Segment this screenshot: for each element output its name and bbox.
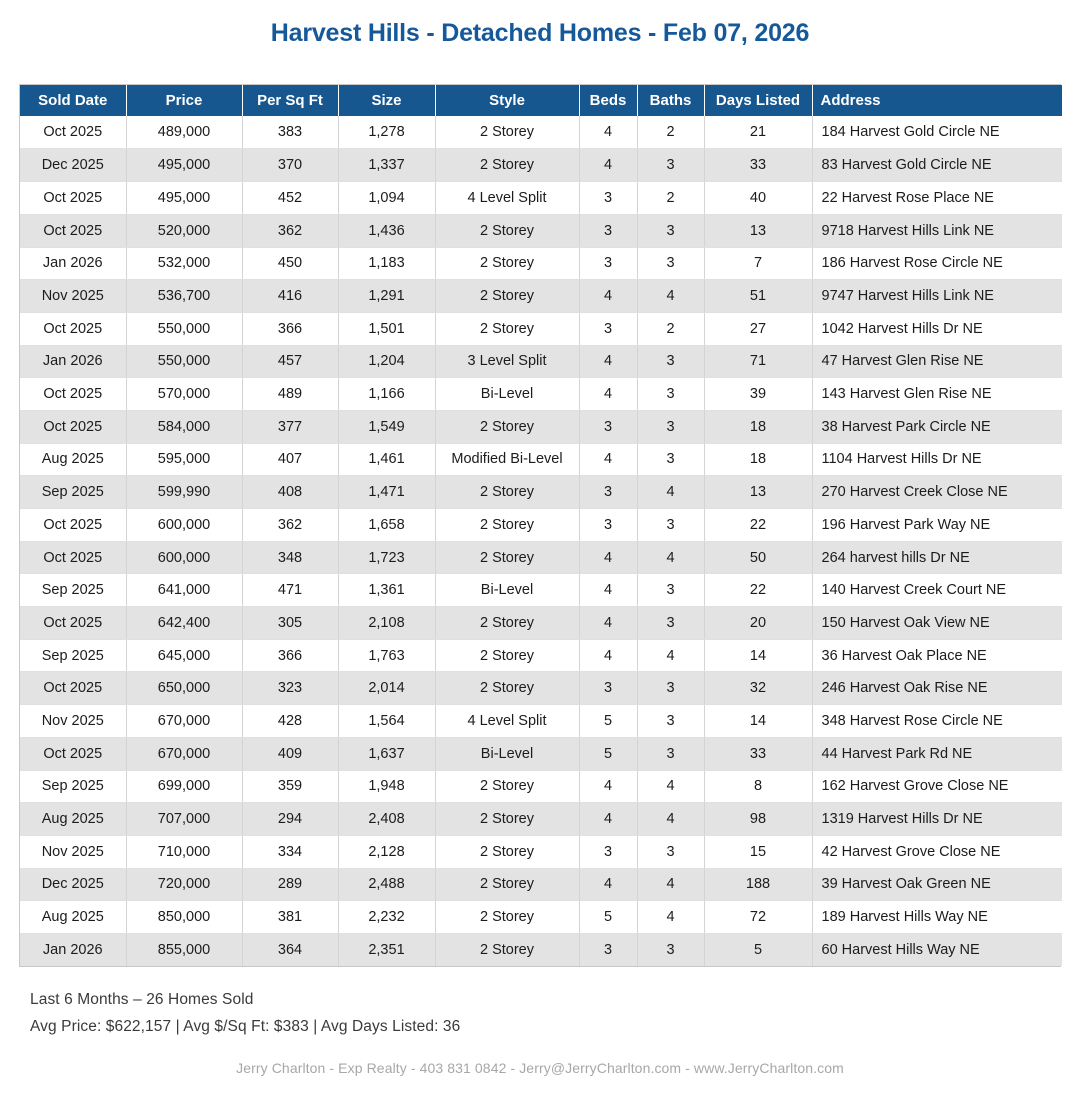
cell-baths: 3 xyxy=(637,345,704,378)
cell-style: 2 Storey xyxy=(435,803,579,836)
page-title: Harvest Hills - Detached Homes - Feb 07, 2026 xyxy=(270,19,810,47)
cell-per_sq_ft: 305 xyxy=(242,607,338,640)
cell-sold_date: Aug 2025 xyxy=(20,443,126,476)
cell-address: 348 Harvest Rose Circle NE xyxy=(812,705,1062,738)
cell-address: 246 Harvest Oak Rise NE xyxy=(812,672,1062,705)
cell-address: 22 Harvest Rose Place NE xyxy=(812,182,1062,215)
cell-sold_date: Oct 2025 xyxy=(20,116,126,149)
cell-price: 710,000 xyxy=(126,835,242,868)
cell-address: 1042 Harvest Hills Dr NE xyxy=(812,312,1062,345)
cell-address: 143 Harvest Glen Rise NE xyxy=(812,378,1062,411)
cell-address: 184 Harvest Gold Circle NE xyxy=(812,116,1062,149)
table-row[interactable] xyxy=(20,280,1062,313)
cell-sold_date: Oct 2025 xyxy=(20,410,126,443)
cell-size: 2,488 xyxy=(338,868,435,901)
table-row[interactable] xyxy=(20,541,1062,574)
cell-sold_date: Oct 2025 xyxy=(20,378,126,411)
table-row[interactable] xyxy=(20,247,1062,280)
cell-sold_date: Nov 2025 xyxy=(20,835,126,868)
cell-per_sq_ft: 383 xyxy=(242,116,338,149)
cell-sold_date: Nov 2025 xyxy=(20,705,126,738)
cell-address: 9718 Harvest Hills Link NE xyxy=(812,214,1062,247)
table-row[interactable] xyxy=(20,116,1062,149)
cell-beds: 4 xyxy=(579,574,637,607)
cell-beds: 3 xyxy=(579,214,637,247)
cell-baths: 4 xyxy=(637,639,704,672)
cell-days_listed: 18 xyxy=(704,443,812,476)
cell-beds: 3 xyxy=(579,509,637,542)
cell-beds: 4 xyxy=(579,378,637,411)
cell-baths: 2 xyxy=(637,182,704,215)
cell-size: 1,471 xyxy=(338,476,435,509)
cell-per_sq_ft: 359 xyxy=(242,770,338,803)
table-row[interactable] xyxy=(20,803,1062,836)
cell-style: 2 Storey xyxy=(435,280,579,313)
cell-beds: 3 xyxy=(579,476,637,509)
cell-size: 1,291 xyxy=(338,280,435,313)
cell-address: 83 Harvest Gold Circle NE xyxy=(812,149,1062,182)
cell-style: Bi-Level xyxy=(435,378,579,411)
cell-address: 162 Harvest Grove Close NE xyxy=(812,770,1062,803)
cell-per_sq_ft: 407 xyxy=(242,443,338,476)
cell-address: 1319 Harvest Hills Dr NE xyxy=(812,803,1062,836)
cell-address: 196 Harvest Park Way NE xyxy=(812,509,1062,542)
cell-style: 2 Storey xyxy=(435,312,579,345)
cell-style: 2 Storey xyxy=(435,672,579,705)
cell-size: 1,278 xyxy=(338,116,435,149)
table-row[interactable] xyxy=(20,770,1062,803)
cell-baths: 4 xyxy=(637,770,704,803)
cell-size: 1,564 xyxy=(338,705,435,738)
table-header-row xyxy=(20,85,1062,116)
cell-price: 520,000 xyxy=(126,214,242,247)
cell-baths: 3 xyxy=(637,378,704,411)
cell-baths: 4 xyxy=(637,901,704,934)
cell-sold_date: Dec 2025 xyxy=(20,149,126,182)
cell-sold_date: Sep 2025 xyxy=(20,574,126,607)
cell-size: 1,501 xyxy=(338,312,435,345)
cell-sold_date: Aug 2025 xyxy=(20,803,126,836)
cell-baths: 3 xyxy=(637,149,704,182)
cell-per_sq_ft: 450 xyxy=(242,247,338,280)
cell-address: 42 Harvest Grove Close NE xyxy=(812,835,1062,868)
cell-price: 699,000 xyxy=(126,770,242,803)
cell-sold_date: Oct 2025 xyxy=(20,672,126,705)
table-row[interactable] xyxy=(20,182,1062,215)
cell-days_listed: 20 xyxy=(704,607,812,640)
table-row[interactable] xyxy=(20,574,1062,607)
table-row[interactable] xyxy=(20,607,1062,640)
cell-sold_date: Oct 2025 xyxy=(20,541,126,574)
cell-days_listed: 50 xyxy=(704,541,812,574)
cell-style: 2 Storey xyxy=(435,149,579,182)
cell-style: 2 Storey xyxy=(435,214,579,247)
cell-size: 1,763 xyxy=(338,639,435,672)
cell-days_listed: 32 xyxy=(704,672,812,705)
cell-baths: 3 xyxy=(637,214,704,247)
cell-days_listed: 21 xyxy=(704,116,812,149)
cell-days_listed: 15 xyxy=(704,835,812,868)
summary-block xyxy=(30,986,1080,1040)
cell-style: 2 Storey xyxy=(435,410,579,443)
cell-address: 38 Harvest Park Circle NE xyxy=(812,410,1062,443)
cell-per_sq_ft: 408 xyxy=(242,476,338,509)
cell-days_listed: 71 xyxy=(704,345,812,378)
cell-price: 670,000 xyxy=(126,705,242,738)
cell-style: Bi-Level xyxy=(435,574,579,607)
table-row[interactable] xyxy=(20,345,1062,378)
cell-beds: 4 xyxy=(579,868,637,901)
cell-address: 270 Harvest Creek Close NE xyxy=(812,476,1062,509)
cell-days_listed: 40 xyxy=(704,182,812,215)
cell-style: 4 Level Split xyxy=(435,705,579,738)
cell-size: 1,094 xyxy=(338,182,435,215)
cell-style: 2 Storey xyxy=(435,607,579,640)
cell-beds: 4 xyxy=(579,607,637,640)
cell-days_listed: 33 xyxy=(704,737,812,770)
cell-sold_date: Oct 2025 xyxy=(20,214,126,247)
cell-per_sq_ft: 377 xyxy=(242,410,338,443)
cell-address: 150 Harvest Oak View NE xyxy=(812,607,1062,640)
cell-per_sq_ft: 366 xyxy=(242,639,338,672)
table-row[interactable] xyxy=(20,672,1062,705)
cell-address: 47 Harvest Glen Rise NE xyxy=(812,345,1062,378)
cell-price: 550,000 xyxy=(126,345,242,378)
column-header-address[interactable]: Address xyxy=(812,85,1062,116)
cell-days_listed: 72 xyxy=(704,901,812,934)
cell-per_sq_ft: 457 xyxy=(242,345,338,378)
cell-days_listed: 22 xyxy=(704,509,812,542)
cell-beds: 3 xyxy=(579,312,637,345)
cell-beds: 5 xyxy=(579,705,637,738)
table-row[interactable] xyxy=(20,835,1062,868)
cell-price: 600,000 xyxy=(126,509,242,542)
cell-per_sq_ft: 471 xyxy=(242,574,338,607)
cell-per_sq_ft: 428 xyxy=(242,705,338,738)
cell-price: 595,000 xyxy=(126,443,242,476)
cell-style: 2 Storey xyxy=(435,509,579,542)
cell-style: 4 Level Split xyxy=(435,182,579,215)
cell-size: 2,014 xyxy=(338,672,435,705)
cell-baths: 3 xyxy=(637,737,704,770)
cell-days_listed: 13 xyxy=(704,476,812,509)
cell-sold_date: Dec 2025 xyxy=(20,868,126,901)
column-header-price[interactable]: Price xyxy=(126,85,242,116)
cell-per_sq_ft: 489 xyxy=(242,378,338,411)
cell-address: 264 harvest hills Dr NE xyxy=(812,541,1062,574)
cell-size: 1,183 xyxy=(338,247,435,280)
cell-style: 2 Storey xyxy=(435,933,579,966)
cell-beds: 3 xyxy=(579,672,637,705)
cell-size: 1,948 xyxy=(338,770,435,803)
cell-sold_date: Sep 2025 xyxy=(20,476,126,509)
cell-per_sq_ft: 362 xyxy=(242,214,338,247)
cell-baths: 4 xyxy=(637,541,704,574)
cell-sold_date: Oct 2025 xyxy=(20,737,126,770)
table-row[interactable] xyxy=(20,705,1062,738)
cell-per_sq_ft: 381 xyxy=(242,901,338,934)
cell-style: Bi-Level xyxy=(435,737,579,770)
table-row[interactable] xyxy=(20,901,1062,934)
cell-style: 2 Storey xyxy=(435,116,579,149)
cell-price: 670,000 xyxy=(126,737,242,770)
cell-days_listed: 14 xyxy=(704,705,812,738)
cell-baths: 3 xyxy=(637,607,704,640)
sales-table xyxy=(20,85,1062,966)
table-body xyxy=(20,116,1062,966)
cell-beds: 4 xyxy=(579,116,637,149)
cell-size: 1,461 xyxy=(338,443,435,476)
footer-contact: Jerry Charlton - Exp Realty - 403 831 0842 - Jerry@JerryCharlton.com - www.JerryCharlton.com xyxy=(236,1060,844,1076)
cell-beds: 4 xyxy=(579,803,637,836)
cell-size: 1,549 xyxy=(338,410,435,443)
cell-address: 186 Harvest Rose Circle NE xyxy=(812,247,1062,280)
cell-size: 2,351 xyxy=(338,933,435,966)
cell-price: 707,000 xyxy=(126,803,242,836)
cell-price: 584,000 xyxy=(126,410,242,443)
cell-days_listed: 98 xyxy=(704,803,812,836)
cell-size: 2,408 xyxy=(338,803,435,836)
cell-per_sq_ft: 409 xyxy=(242,737,338,770)
column-header-days_listed[interactable]: Days Listed xyxy=(704,85,812,116)
cell-beds: 3 xyxy=(579,182,637,215)
cell-style: 3 Level Split xyxy=(435,345,579,378)
cell-address: 9747 Harvest Hills Link NE xyxy=(812,280,1062,313)
cell-days_listed: 188 xyxy=(704,868,812,901)
cell-days_listed: 14 xyxy=(704,639,812,672)
cell-style: 2 Storey xyxy=(435,901,579,934)
cell-beds: 3 xyxy=(579,835,637,868)
cell-beds: 5 xyxy=(579,737,637,770)
cell-address: 1104 Harvest Hills Dr NE xyxy=(812,443,1062,476)
cell-style: 2 Storey xyxy=(435,770,579,803)
cell-per_sq_ft: 289 xyxy=(242,868,338,901)
cell-days_listed: 7 xyxy=(704,247,812,280)
cell-per_sq_ft: 294 xyxy=(242,803,338,836)
cell-baths: 4 xyxy=(637,868,704,901)
column-header-style[interactable]: Style xyxy=(435,85,579,116)
cell-price: 641,000 xyxy=(126,574,242,607)
cell-sold_date: Sep 2025 xyxy=(20,770,126,803)
cell-size: 1,204 xyxy=(338,345,435,378)
cell-beds: 4 xyxy=(579,443,637,476)
cell-style: 2 Storey xyxy=(435,541,579,574)
cell-days_listed: 51 xyxy=(704,280,812,313)
cell-style: 2 Storey xyxy=(435,835,579,868)
cell-per_sq_ft: 452 xyxy=(242,182,338,215)
cell-price: 495,000 xyxy=(126,149,242,182)
cell-price: 532,000 xyxy=(126,247,242,280)
sales-table-container xyxy=(19,84,1061,967)
cell-size: 1,337 xyxy=(338,149,435,182)
cell-sold_date: Jan 2026 xyxy=(20,247,126,280)
cell-sold_date: Jan 2026 xyxy=(20,933,126,966)
cell-per_sq_ft: 364 xyxy=(242,933,338,966)
cell-address: 44 Harvest Park Rd NE xyxy=(812,737,1062,770)
cell-address: 36 Harvest Oak Place NE xyxy=(812,639,1062,672)
table-row[interactable] xyxy=(20,476,1062,509)
table-row[interactable] xyxy=(20,868,1062,901)
cell-price: 600,000 xyxy=(126,541,242,574)
column-header-sold_date[interactable]: Sold Date xyxy=(20,85,126,116)
cell-per_sq_ft: 370 xyxy=(242,149,338,182)
cell-baths: 4 xyxy=(637,476,704,509)
table-row[interactable] xyxy=(20,214,1062,247)
cell-style: 2 Storey xyxy=(435,868,579,901)
cell-per_sq_ft: 323 xyxy=(242,672,338,705)
cell-size: 1,361 xyxy=(338,574,435,607)
cell-price: 550,000 xyxy=(126,312,242,345)
cell-price: 650,000 xyxy=(126,672,242,705)
cell-days_listed: 22 xyxy=(704,574,812,607)
cell-size: 2,128 xyxy=(338,835,435,868)
cell-price: 645,000 xyxy=(126,639,242,672)
table-row[interactable] xyxy=(20,737,1062,770)
cell-price: 570,000 xyxy=(126,378,242,411)
cell-sold_date: Oct 2025 xyxy=(20,607,126,640)
cell-beds: 4 xyxy=(579,280,637,313)
cell-beds: 4 xyxy=(579,345,637,378)
cell-price: 489,000 xyxy=(126,116,242,149)
cell-style: 2 Storey xyxy=(435,247,579,280)
table-row[interactable] xyxy=(20,410,1062,443)
cell-days_listed: 39 xyxy=(704,378,812,411)
cell-baths: 3 xyxy=(637,672,704,705)
cell-size: 1,658 xyxy=(338,509,435,542)
cell-baths: 2 xyxy=(637,312,704,345)
table-row[interactable] xyxy=(20,378,1062,411)
cell-beds: 4 xyxy=(579,149,637,182)
cell-sold_date: Oct 2025 xyxy=(20,509,126,542)
cell-sold_date: Oct 2025 xyxy=(20,312,126,345)
cell-address: 60 Harvest Hills Way NE xyxy=(812,933,1062,966)
cell-style: Modified Bi-Level xyxy=(435,443,579,476)
cell-baths: 2 xyxy=(637,116,704,149)
cell-baths: 3 xyxy=(637,933,704,966)
cell-baths: 3 xyxy=(637,247,704,280)
cell-beds: 5 xyxy=(579,901,637,934)
cell-per_sq_ft: 334 xyxy=(242,835,338,868)
cell-address: 189 Harvest Hills Way NE xyxy=(812,901,1062,934)
cell-price: 495,000 xyxy=(126,182,242,215)
cell-price: 720,000 xyxy=(126,868,242,901)
cell-size: 2,108 xyxy=(338,607,435,640)
cell-sold_date: Nov 2025 xyxy=(20,280,126,313)
table-row[interactable] xyxy=(20,149,1062,182)
cell-style: 2 Storey xyxy=(435,639,579,672)
cell-baths: 3 xyxy=(637,705,704,738)
cell-beds: 4 xyxy=(579,770,637,803)
cell-size: 1,436 xyxy=(338,214,435,247)
column-header-size[interactable]: Size xyxy=(338,85,435,116)
cell-sold_date: Aug 2025 xyxy=(20,901,126,934)
cell-per_sq_ft: 362 xyxy=(242,509,338,542)
cell-beds: 4 xyxy=(579,639,637,672)
cell-price: 642,400 xyxy=(126,607,242,640)
cell-style: 2 Storey xyxy=(435,476,579,509)
cell-price: 855,000 xyxy=(126,933,242,966)
cell-beds: 3 xyxy=(579,410,637,443)
cell-days_listed: 13 xyxy=(704,214,812,247)
cell-price: 850,000 xyxy=(126,901,242,934)
cell-baths: 4 xyxy=(637,280,704,313)
cell-size: 1,723 xyxy=(338,541,435,574)
cell-price: 599,990 xyxy=(126,476,242,509)
cell-size: 2,232 xyxy=(338,901,435,934)
cell-beds: 3 xyxy=(579,933,637,966)
table-row[interactable] xyxy=(20,443,1062,476)
table-row[interactable] xyxy=(20,639,1062,672)
summary-homes-sold: Last 6 Months – 26 Homes Sold xyxy=(30,991,254,1009)
table-header xyxy=(20,85,1062,116)
column-header-beds[interactable]: Beds xyxy=(579,85,637,116)
cell-size: 1,166 xyxy=(338,378,435,411)
cell-price: 536,700 xyxy=(126,280,242,313)
cell-baths: 3 xyxy=(637,835,704,868)
table-row[interactable] xyxy=(20,509,1062,542)
cell-sold_date: Sep 2025 xyxy=(20,639,126,672)
cell-baths: 3 xyxy=(637,410,704,443)
cell-baths: 3 xyxy=(637,443,704,476)
cell-days_listed: 18 xyxy=(704,410,812,443)
column-header-per_sq_ft[interactable]: Per Sq Ft xyxy=(242,85,338,116)
column-header-baths[interactable]: Baths xyxy=(637,85,704,116)
cell-days_listed: 8 xyxy=(704,770,812,803)
cell-sold_date: Oct 2025 xyxy=(20,182,126,215)
cell-per_sq_ft: 416 xyxy=(242,280,338,313)
table-row[interactable] xyxy=(20,312,1062,345)
cell-beds: 3 xyxy=(579,247,637,280)
summary-averages: Avg Price: $622,157 | Avg $/Sq Ft: $383 | Avg Days Listed: 36 xyxy=(30,1018,461,1036)
cell-address: 140 Harvest Creek Court NE xyxy=(812,574,1062,607)
cell-beds: 4 xyxy=(579,541,637,574)
cell-baths: 3 xyxy=(637,574,704,607)
cell-per_sq_ft: 348 xyxy=(242,541,338,574)
cell-sold_date: Jan 2026 xyxy=(20,345,126,378)
cell-per_sq_ft: 366 xyxy=(242,312,338,345)
table-row[interactable] xyxy=(20,933,1062,966)
cell-size: 1,637 xyxy=(338,737,435,770)
cell-baths: 4 xyxy=(637,803,704,836)
cell-address: 39 Harvest Oak Green NE xyxy=(812,868,1062,901)
cell-days_listed: 33 xyxy=(704,149,812,182)
cell-days_listed: 27 xyxy=(704,312,812,345)
cell-baths: 3 xyxy=(637,509,704,542)
cell-days_listed: 5 xyxy=(704,933,812,966)
